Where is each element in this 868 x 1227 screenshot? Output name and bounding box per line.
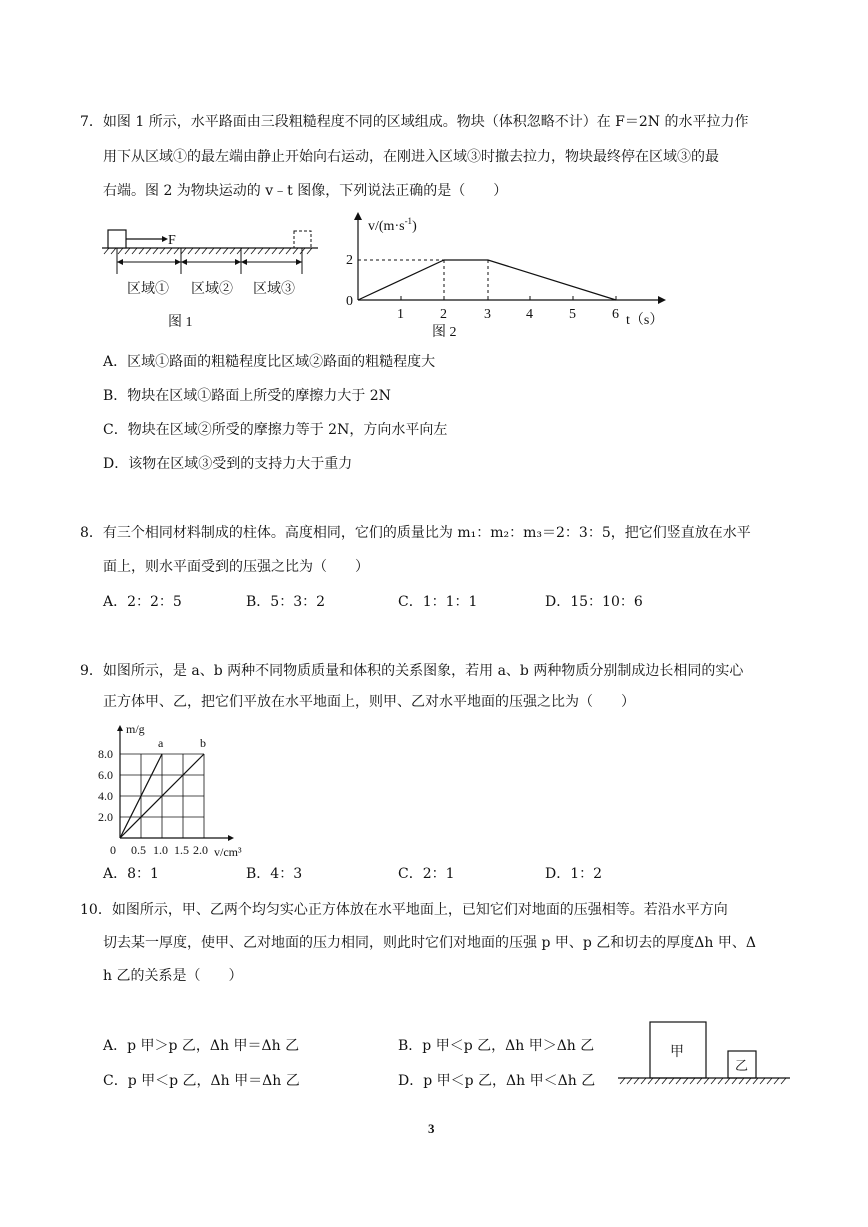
q7-line-2: 用下从区域①的最左端由静止开始向右运动，在刚进入区域③时撤去拉力，物块最终停在区域③的最	[103, 149, 719, 165]
q7-line-3: 右端。图 2 为物块运动的 v﹣t 图像，下列说法正确的是（ ）	[103, 183, 508, 199]
q7-option-c[interactable]: C．物块在区域②所受的摩擦力等于 2N，方向水平向左	[103, 422, 448, 438]
page-number: 3	[428, 1121, 435, 1136]
q9-line-2: 正方体甲、乙，把它们平放在水平地面上，则甲、乙对水平地面的压强之比为（ ）	[103, 694, 635, 710]
t-tick-4: 4	[526, 307, 533, 322]
origin-label: 0	[110, 843, 116, 857]
cube-jia-label: 甲	[670, 1045, 684, 1060]
cube-yi-label: 乙	[735, 1058, 749, 1073]
v-tick-10: 1.0	[153, 843, 168, 857]
figure-2-caption: 图 2	[432, 325, 457, 340]
t-tick-6: 6	[612, 307, 619, 322]
v-tick-05: 0.5	[131, 843, 146, 857]
t-tick-3: 3	[484, 307, 491, 322]
q7-option-b[interactable]: B．物块在区域①路面上所受的摩擦力大于 2N	[103, 388, 391, 404]
m-tick-8: 8.0	[98, 747, 113, 761]
q8-line-1: 8．有三个相同材料制成的柱体。高度相同，它们的质量比为 m₁：m₂：m₃＝2：3：5，把它们竖直放在水平	[80, 525, 751, 541]
q9-option-d[interactable]: D．1：2	[545, 866, 603, 882]
t-tick-5: 5	[569, 307, 576, 322]
region-3-label: 区域③	[253, 282, 295, 297]
v-axis-label: v/cm³	[214, 845, 242, 859]
q9-option-c[interactable]: C．2：1	[398, 866, 455, 882]
q10-option-a[interactable]: A．p 甲＞p 乙，Δh 甲＝Δh 乙	[103, 1038, 300, 1054]
force-label: F	[168, 233, 176, 248]
block-end	[294, 231, 311, 248]
region-2-label: 区域②	[191, 282, 233, 297]
q7-option-a[interactable]: A．区域①路面的粗糙程度比区域②路面的粗糙程度大	[103, 354, 436, 370]
q8-option-c[interactable]: C．1：1：1	[398, 594, 478, 610]
q7-line-1: 7．如图 1 所示，水平路面由三段粗糙程度不同的区域组成。物块（体积忽略不计）在 F＝2N 的水平拉力作	[80, 114, 749, 130]
q7-option-d[interactable]: D．该物在区域③受到的支持力大于重力	[103, 456, 353, 472]
q9-line-1: 9．如图所示，是 a、b 两种不同物质质量和体积的关系图象，若用 a、b 两种物质分别制成边长相同的实心	[80, 663, 744, 679]
q7-figure-1	[98, 222, 328, 332]
q8-option-a[interactable]: A．2：2：5	[103, 594, 182, 610]
t-axis-label: t（s）	[626, 313, 664, 328]
q8-option-b[interactable]: B．5：3：2	[246, 594, 326, 610]
v-tick-15: 1.5	[174, 843, 189, 857]
region-1-label: 区域①	[127, 282, 169, 297]
m-tick-4: 4.0	[98, 789, 113, 803]
q10-cubes-figure	[614, 1018, 796, 1090]
q10-option-c[interactable]: C．p 甲＜p 乙，Δh 甲＝Δh 乙	[103, 1073, 300, 1089]
figure-1-caption: 图 1	[168, 315, 193, 330]
m-tick-6: 6.0	[98, 768, 113, 782]
q10-line-2: 切去某一厚度，使甲、乙对地面的压力相同，则此时它们对地面的压强 p 甲、p 乙和切去的厚度Δh 甲、Δ	[103, 935, 756, 951]
q10-line-3: h 乙的关系是（ ）	[103, 968, 243, 984]
q9-option-a[interactable]: A．8：1	[103, 866, 159, 882]
line-b-label: b	[200, 736, 206, 750]
origin-label: 0	[346, 294, 353, 309]
line-a-label: a	[158, 736, 164, 750]
q9-mass-volume-graph	[96, 717, 256, 859]
t-tick-2: 2	[440, 307, 447, 322]
q8-line-2: 面上，则水平面受到的压强之比为（ ）	[103, 559, 369, 575]
q10-option-b[interactable]: B．p 甲＜p 乙，Δh 甲＞Δh 乙	[398, 1038, 595, 1054]
t-tick-1: 1	[397, 307, 404, 322]
q9-option-b[interactable]: B．4：3	[246, 866, 303, 882]
q10-option-d[interactable]: D．p 甲＜p 乙，Δh 甲＜Δh 乙	[398, 1073, 596, 1089]
block-start	[108, 230, 126, 248]
q7-figure-2	[340, 212, 670, 340]
v-axis-label: $v/(m\cdot s^{-1})$	[368, 216, 417, 234]
m-tick-2: 2.0	[98, 810, 113, 824]
q10-line-1: 10．如图所示，甲、乙两个均匀实心正方体放在水平地面上，已知它们对地面的压强相等。若沿水平方向	[80, 902, 728, 918]
v-tick-20: 2.0	[193, 843, 208, 857]
velocity-line	[358, 260, 616, 300]
q8-option-d[interactable]: D．15：10：6	[545, 594, 643, 610]
v-tick-2: 2	[346, 253, 353, 268]
m-axis-label: m/g	[126, 722, 145, 736]
